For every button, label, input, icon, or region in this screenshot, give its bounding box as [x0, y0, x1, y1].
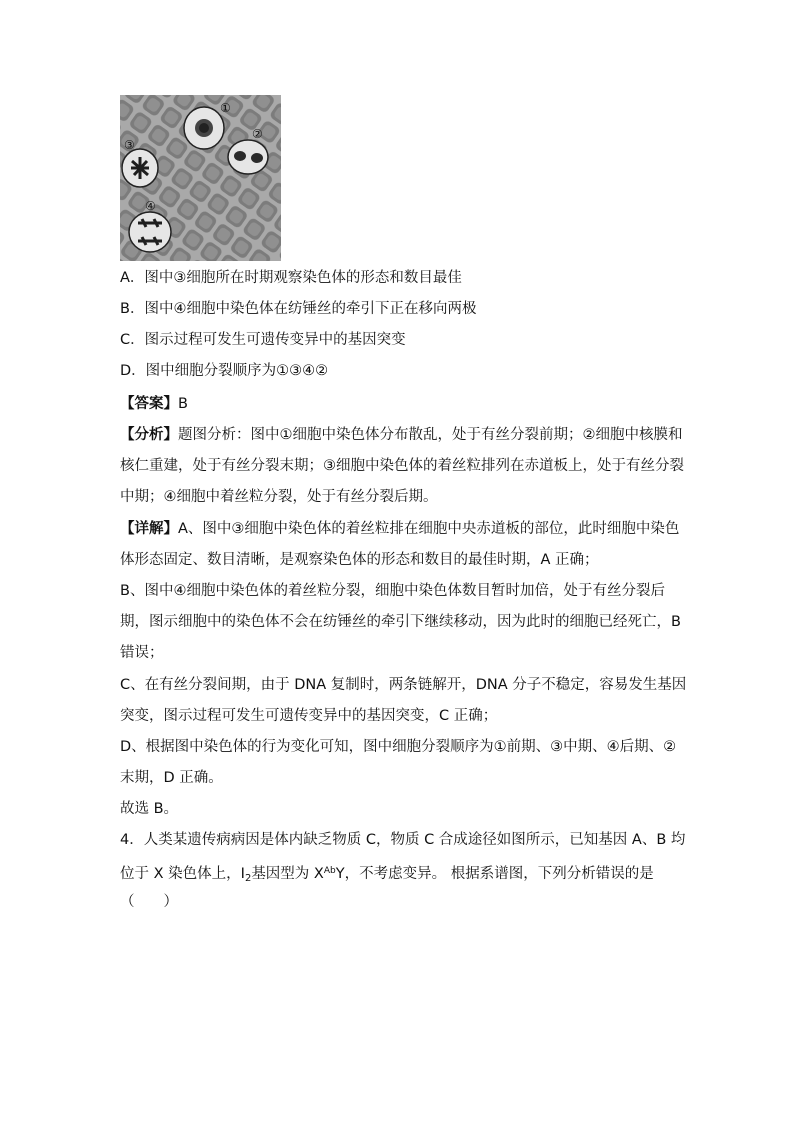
detail-line-9: 末期，D 正确。	[120, 770, 223, 786]
cell-2	[228, 140, 268, 174]
cell-3	[122, 149, 158, 187]
analysis-tag: 【分析】	[120, 427, 178, 443]
label-4: ④	[145, 199, 156, 213]
option-d: D．图中细胞分裂顺序为①③④②	[120, 363, 329, 379]
option-b: B．图中④细胞中染色体在纺锤丝的牵引下正在移向两极	[120, 301, 477, 317]
detail-line-10: 故选 B。	[120, 801, 179, 817]
label-3: ③	[124, 138, 135, 152]
option-c: C．图示过程可发生可遗传变异中的基因突变	[120, 332, 406, 348]
detail-line-6: C、在有丝分裂间期，由于 DNA 复制时，两条链解开，DNA 分子不稳定，容易发生基因	[120, 677, 687, 693]
analysis-line-2: 核仁重建，处于有丝分裂末期；③细胞中染色体的着丝粒排列在赤道板上，处于有丝分裂	[120, 458, 684, 474]
analysis-line-1: 【分析】题图分析：图中①细胞中染色体分布散乱，处于有丝分裂前期；②细胞中核膜和	[120, 427, 683, 443]
question-4-line-2: 位于 X 染色体上，$I_2$基因型为 $X^{Ab}Y$，不考虑变异。 根据系谱图，下列分析错误的是	[120, 866, 654, 884]
analysis-line-3: 中期；④细胞中着丝粒分裂，处于有丝分裂后期。	[120, 489, 438, 505]
detail-line-8: D、根据图中染色体的行为变化可知，图中细胞分裂顺序为①前期、③中期、④后期、②	[120, 739, 677, 755]
detail-tag: 【详解】	[120, 521, 178, 537]
cell-4	[129, 212, 171, 252]
question-4-line-3: （ ）	[120, 894, 178, 910]
micrograph-svg	[120, 95, 281, 261]
option-a: A．图中③细胞所在时期观察染色体的形态和数目最佳	[120, 270, 462, 286]
question-4-line-1: 4．人类某遗传病病因是体内缺乏物质 C，物质 C 合成途径如图所示，已知基因 A、B 均	[120, 832, 686, 848]
cell-1	[184, 107, 224, 149]
detail-line-4: 期，图示细胞中的染色体不会在纺锤丝的牵引下继续移动，因为此时的细胞已经死亡，B	[120, 614, 681, 630]
label-2: ②	[252, 127, 263, 141]
label-1: ①	[220, 101, 231, 115]
detail-line-7: 突变，图示过程可发生可遗传变异中的基因突变，C 正确；	[120, 708, 498, 724]
answer-value: B	[178, 396, 188, 412]
detail-line-1: 【详解】A、图中③细胞中染色体的着丝粒排在细胞中央赤道板的部位，此时细胞中染色	[120, 521, 680, 537]
detail-line-2: 体形态固定、数目清晰，是观察染色体的形态和数目的最佳时期，A 正确；	[120, 552, 599, 568]
answer-line	[120, 394, 680, 414]
answer-tag: 【答案】	[120, 396, 178, 412]
cell-micrograph	[120, 95, 281, 261]
detail-line-5: 错误；	[120, 645, 164, 661]
detail-line-3: B、图中④细胞中染色体的着丝粒分裂，细胞中染色体数目暂时加倍，处于有丝分裂后	[120, 583, 665, 599]
